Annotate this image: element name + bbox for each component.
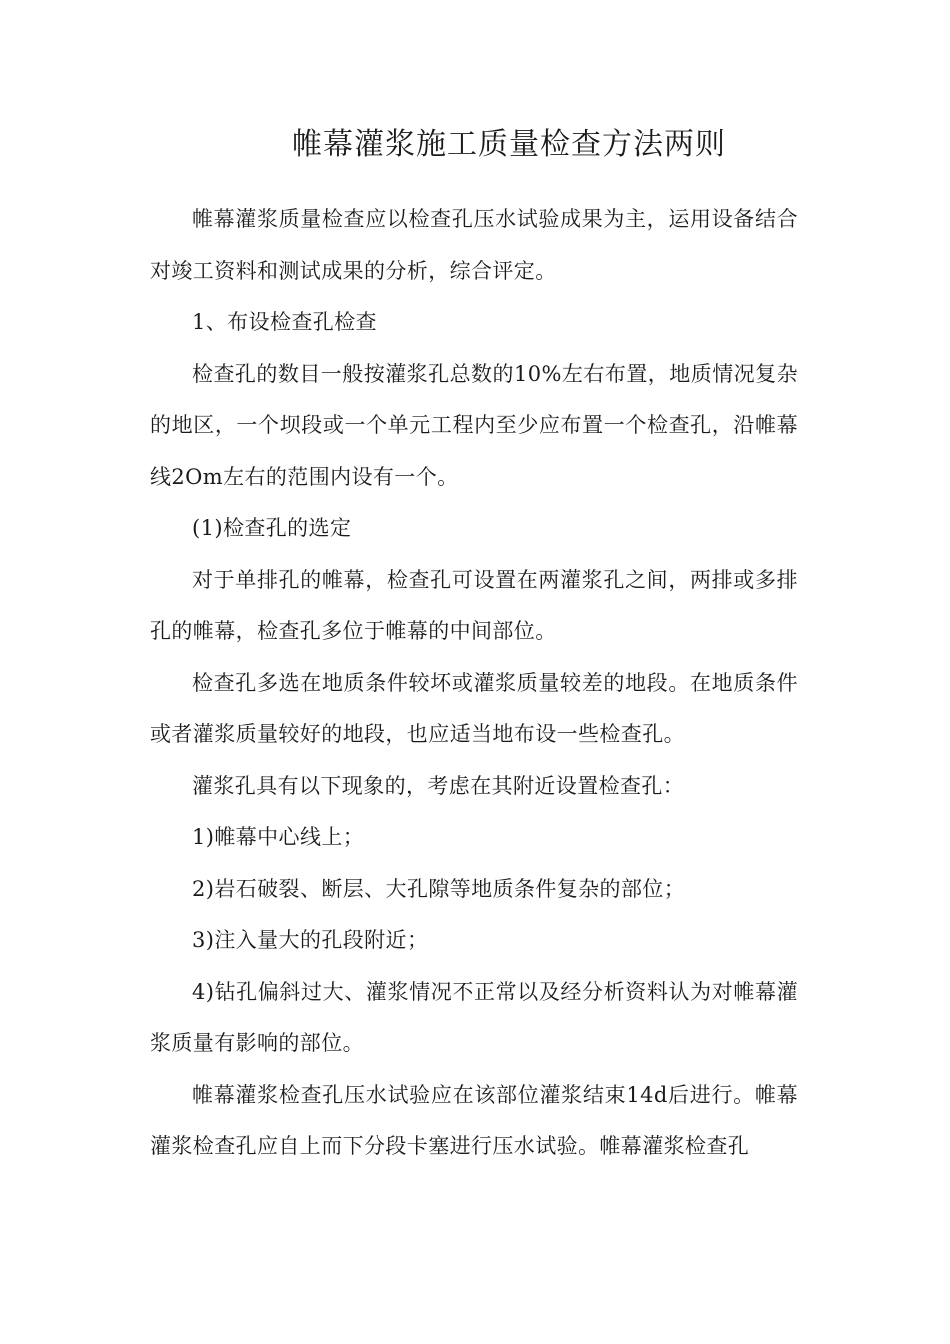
list-item-3: 3)注入量大的孔段附近； — [192, 928, 429, 952]
paragraph-conditions-intro: 灌浆孔具有以下现象的，考虑在其附近设置检查孔： — [192, 773, 685, 798]
paragraph-pressure-test: 帷幕灌浆检查孔压水试验应在该部位灌浆结束14d后进行。帷幕灌浆检查孔应自上而下分段卡塞进行压水试验。帷幕灌浆检查孔 — [150, 1082, 798, 1158]
document-title: 帷幕灌浆施工质量检查方法两则 — [292, 127, 726, 162]
paragraph-single-row: 对于单排孔的帷幕，检查孔可设置在两灌浆孔之间，两排或多排孔的帷幕，检查孔多位于帷幕的中间部位。 — [150, 567, 798, 643]
subheading-hole-selection: (1)检查孔的选定 — [192, 516, 352, 540]
list-item-4: 4)钻孔偏斜过大、灌浆情况不正常以及经分析资料认为对帷幕灌浆质量有影响的部位。 — [150, 979, 798, 1055]
list-item-1: 1)帷幕中心线上； — [192, 825, 365, 849]
document-page — [150, 120, 798, 1173]
list-item-2: 2)岩石破裂、断层、大孔隙等地质条件复杂的部位； — [192, 876, 686, 901]
paragraph-intro: 帷幕灌浆质量检查应以检查孔压水试验成果为主，运用设备结合对竣工资料和测试成果的分析，综合评定。 — [150, 207, 798, 283]
section-heading-1: 1、布设检查孔检查 — [192, 310, 377, 334]
paragraph-hole-count: 检查孔的数目一般按灌浆孔总数的10%左右布置，地质情况复杂的地区，一个坝段或一个单元工程内至少应布置一个检查孔，沿帷幕线2Om左右的范围内设有一个。 — [150, 361, 798, 489]
paragraph-geology: 检查孔多选在地质条件较坏或灌浆质量较差的地段。在地质条件或者灌浆质量较好的地段，也应适当地布设一些检查孔。 — [150, 670, 798, 746]
